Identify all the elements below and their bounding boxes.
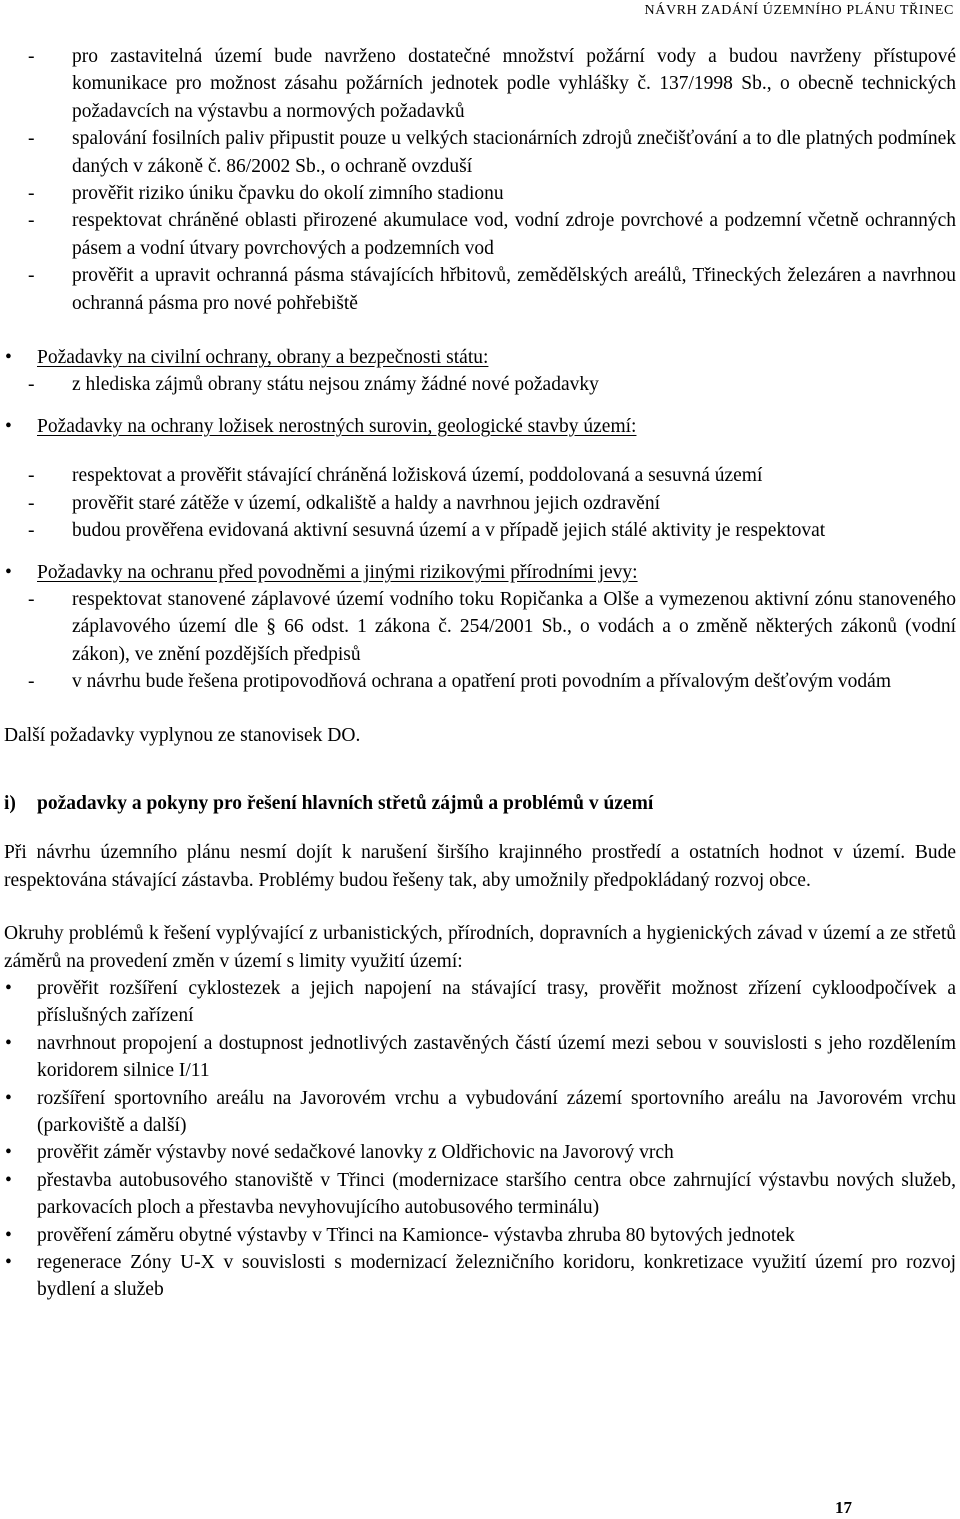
paragraph: Okruhy problémů k řešení vyplývající z urbanistických, přírodních, dopravních a hygienických závad v území a ze střetů záměrů na provedení změn v území s limity využití území: bbox=[4, 923, 956, 972]
bullet-icon: • bbox=[5, 561, 12, 583]
section-civil-protection bbox=[4, 344, 956, 399]
list-item bbox=[4, 43, 956, 125]
list-item-text: respektovat chráněné oblasti přirozené akumulace vod, vodní zdroje povrchové a podzemní včetně ochranných pásem a vodní útvary povrchových a podzemních vod bbox=[72, 210, 956, 259]
list-item bbox=[4, 490, 956, 517]
list-item-text: rozšíření sportovního areálu na Javorovém vrchu a vybudování zázemí sportovního areálu na Javorovém vrchu (parkoviště a další) bbox=[37, 1087, 956, 1136]
bullet-icon: • bbox=[5, 1252, 12, 1274]
bullet-icon: • bbox=[5, 1087, 12, 1109]
section-heading bbox=[4, 344, 956, 371]
dash-marker: - bbox=[28, 46, 35, 67]
dash-marker: - bbox=[28, 492, 35, 514]
list-item bbox=[4, 462, 956, 489]
bullet-icon: • bbox=[5, 347, 12, 369]
bullet-icon: • bbox=[5, 1032, 12, 1054]
list-item bbox=[4, 1167, 956, 1222]
list-item-text: pro zastavitelná území bude navrženo dostatečné množství požární vody a budou navrženy přístupové komunikace pro možnost zásahu požárních jednotek podle vyhlášky č. 137/1998 Sb., o obecně technických požadavcích na výstavbu a normových požadavků bbox=[72, 46, 956, 122]
list-item-text: z hlediska zájmů obrany státu nejsou známy žádné nové požadavky bbox=[72, 374, 599, 396]
list-item-text: respektovat a prověřit stávající chráněná ložisková území, poddolovaná a sesuvná území bbox=[72, 465, 763, 487]
list-item bbox=[4, 668, 956, 695]
bullet-icon: • bbox=[5, 1224, 12, 1246]
list-item bbox=[4, 517, 956, 544]
list-item-text: prověření záměru obytné výstavby v Třinci na Kamionce- výstavba zhruba 80 bytových jednotek bbox=[37, 1224, 795, 1246]
section-i-heading bbox=[4, 790, 956, 817]
document-body bbox=[4, 43, 956, 1304]
section-mineral-deposits bbox=[4, 413, 956, 545]
list-item bbox=[4, 371, 956, 398]
section-i-title: požadavky a pokyny pro řešení hlavních střetů zájmů a problémů v území bbox=[37, 792, 654, 814]
list-item-text: respektovat stanovené záplavové území vodního toku Ropičanka a Olše a vymezenou aktivní zónu stanoveného záplavového území dle § 66 odst. 1 zákona č. 254/2001 Sb., o vodách a o změně některých zákonů (vodní zákon), ve znění pozdějších předpisů bbox=[72, 588, 956, 665]
list-item-text: regenerace Zóny U-X v souvislosti s modernizací železničního koridoru, konkretizace využití území pro rozvoj bydlení a služeb bbox=[37, 1252, 956, 1301]
list-item bbox=[4, 1030, 956, 1085]
top-dash-list bbox=[4, 43, 956, 317]
bullet-icon: • bbox=[5, 415, 12, 437]
section-title: Požadavky na civilní ochrany, obrany a bezpečnosti státu: bbox=[37, 347, 489, 369]
problems-list bbox=[4, 975, 956, 1304]
list-item bbox=[4, 586, 956, 668]
list-item-text: prověřit riziko úniku čpavku do okolí zimního stadionu bbox=[72, 183, 504, 205]
list-item-text: navrhnout propojení a dostupnost jednotlivých zastavěných částí území mezi sebou v souvislosti s jeho rozdělením koridorem silnice I/11 bbox=[37, 1032, 956, 1082]
list-item-text: prověřit rozšíření cyklostezek a jejich napojení na stávající trasy, prověřit možnost zřízení cykloodpočívek a příslušných zařízení bbox=[37, 977, 956, 1027]
list-item bbox=[4, 975, 956, 1030]
section-heading bbox=[4, 559, 956, 586]
list-item bbox=[4, 1085, 956, 1140]
dash-marker: - bbox=[28, 465, 35, 487]
paragraph: Při návrhu územního plánu nesmí dojít k narušení širšího krajinného prostředí a ostatních hodnot v území. Bude respektována stávající zástavba. Problémy budou řešeny tak, aby umožnily předpokládaný rozvoj obce. bbox=[4, 842, 956, 891]
section-title: Požadavky na ochranu před povodněmi a jinými rizikovými přírodními jevy: bbox=[37, 561, 638, 583]
section-flood-protection bbox=[4, 559, 956, 696]
list-item-text: prověřit a upravit ochranná pásma stávajících hřbitovů, zemědělských areálů, Třineckých železáren a navrhnou ochranná pásma pro nové pohřebiště bbox=[72, 265, 956, 314]
list-item-text: přestavba autobusového stanoviště v Třinci (modernizace staršího centra obce zahrnující výstavbu nových služeb, parkovacích ploch a přestavba nevyhovujícího autobusového terminálu) bbox=[37, 1169, 956, 1219]
section-heading bbox=[4, 413, 956, 440]
bullet-icon: • bbox=[5, 1169, 12, 1191]
list-item-text: prověřit staré zátěže v území, odkaliště a haldy a navrhnou jejich ozdravění bbox=[72, 492, 660, 514]
dash-marker: - bbox=[28, 374, 35, 396]
dash-marker: - bbox=[28, 183, 35, 205]
section-title: Požadavky na ochrany ložisek nerostných surovin, geologické stavby území: bbox=[37, 415, 637, 437]
page-number: 17 bbox=[835, 1498, 852, 1517]
dash-marker: - bbox=[28, 210, 35, 232]
bullet-icon: • bbox=[5, 977, 12, 999]
section-index: i) bbox=[4, 792, 16, 814]
list-item bbox=[4, 207, 956, 262]
dash-marker: - bbox=[28, 520, 35, 542]
list-item bbox=[4, 1249, 956, 1304]
list-item bbox=[4, 125, 956, 180]
list-item-text: v návrhu bude řešena protipovodňová ochrana a opatření proti povodním a přívalovým dešťovým vodám bbox=[72, 671, 891, 693]
bullet-icon: • bbox=[5, 1142, 12, 1164]
list-item-text: budou prověřena evidovaná aktivní sesuvná území a v případě jejich stálé aktivity je respektovat bbox=[72, 520, 826, 542]
dash-marker: - bbox=[28, 588, 35, 610]
list-item bbox=[4, 1139, 956, 1166]
list-item bbox=[4, 1222, 956, 1249]
running-header: NÁVRH ZADÁNÍ ÚZEMNÍHO PLÁNU TŘINEC bbox=[644, 3, 954, 18]
further-requirements: Další požadavky vyplynou ze stanovisek DO. bbox=[4, 724, 361, 746]
dash-marker: - bbox=[28, 128, 35, 150]
dash-marker: - bbox=[28, 671, 35, 693]
list-item-text: prověřit záměr výstavby nové sedačkové lanovky z Oldřichovic na Javorový vrch bbox=[37, 1142, 674, 1164]
list-item bbox=[4, 180, 956, 207]
list-item-text: spalování fosilních paliv připustit pouze u velkých stacionárních zdrojů znečišťování a to dle platných podmínek daných v zákoně č. 86/2002 Sb., o ochraně ovzduší bbox=[72, 128, 956, 177]
list-item bbox=[4, 262, 956, 317]
dash-marker: - bbox=[28, 265, 35, 287]
